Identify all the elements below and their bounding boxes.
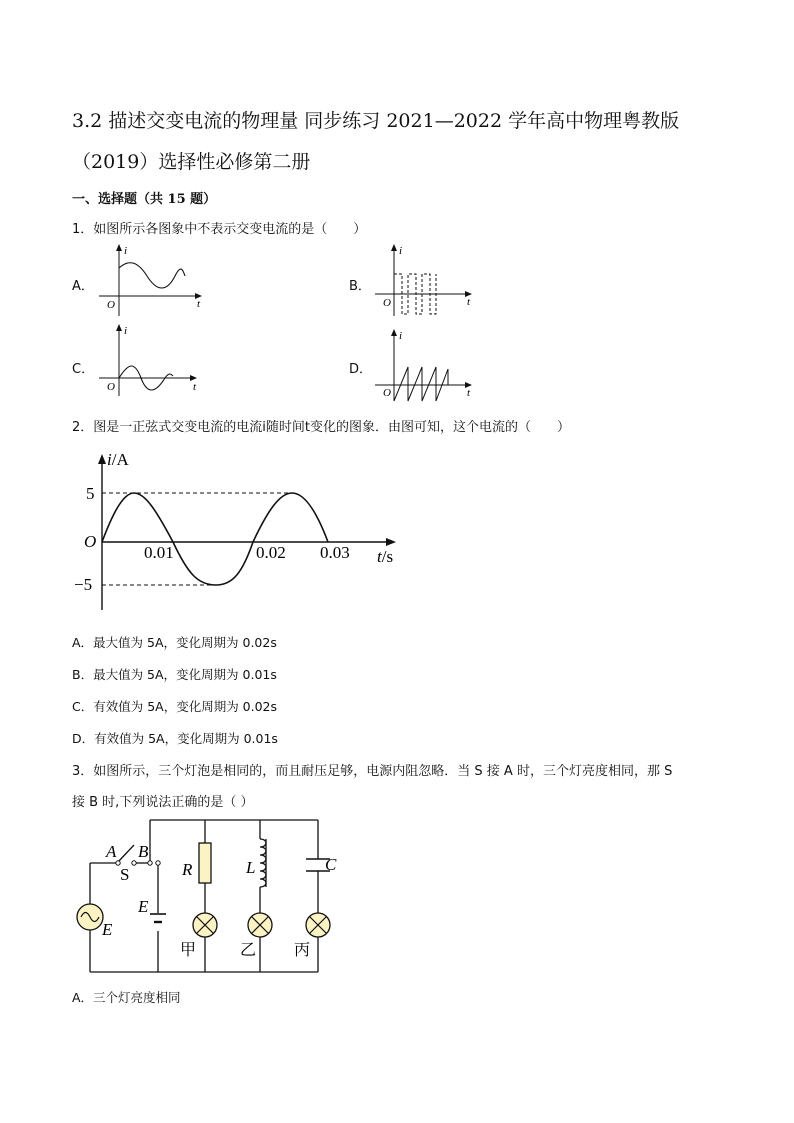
question-3-text-line1: 3．如图所示，三个灯泡是相同的，而且耐压足够，电源内阻忽略．当 S 接 A 时，三个灯亮度相同，那 S <box>72 764 673 779</box>
origin-label: O <box>107 299 115 311</box>
q3-answer-a: A．三个灯亮度相同 <box>72 990 181 1005</box>
question-2-text: 2．图是一正弦式交变电流的电流i随时间t变化的图象．由图可知，这个电流的（ ） <box>72 420 570 435</box>
axis-i-label: i <box>124 325 128 337</box>
axis-i-label: i <box>399 245 403 257</box>
q1-option-d-label: D． <box>349 362 373 377</box>
axis-i-label: i <box>399 330 403 342</box>
svg-text:t/s <box>377 547 393 566</box>
switch-s-label: S <box>120 865 130 884</box>
page-subtitle: （2019）选择性必修第二册 <box>72 151 311 173</box>
origin-label: O <box>383 297 391 309</box>
lamp-label-jia: 甲 <box>180 942 197 959</box>
axis-t-label: t <box>193 381 197 393</box>
dc-source-label: E <box>138 897 149 916</box>
y-axis-unit: /A <box>111 450 129 469</box>
q3-circuit-diagram <box>72 805 372 980</box>
resistor-label: R <box>182 860 193 879</box>
page-title: 3.2 描述交变电流的物理量 同步练习 2021—2022 学年高中物理粤教版 <box>72 110 680 132</box>
axis-i-label: i <box>124 245 128 257</box>
axis-t-label: t <box>467 296 471 308</box>
axis-t-label: t <box>467 387 471 399</box>
q1-graph-c <box>95 320 215 400</box>
lamp-icon <box>193 913 217 937</box>
section-heading: 一、选择题（共 15 题） <box>72 192 217 207</box>
sine-curve <box>102 493 328 585</box>
y-min-label: −5 <box>74 575 93 594</box>
origin-label: O <box>107 381 115 393</box>
ac-source-label: E <box>102 920 113 939</box>
x-tick-label: 0.01 <box>144 543 174 562</box>
svg-text:i/A <box>107 450 129 469</box>
q1-option-c-label: C． <box>72 362 95 377</box>
lamp-icon <box>306 913 330 937</box>
lamp-label-yi: 乙 <box>240 942 257 959</box>
lamp-label-bing: 丙 <box>294 942 311 959</box>
q2-sine-graph <box>70 450 410 620</box>
q1-option-a-label: A． <box>72 279 94 294</box>
x-axis-unit: /s <box>381 547 394 566</box>
q1-graph-b <box>370 240 480 320</box>
x-tick-label: 0.03 <box>320 543 350 562</box>
inductor-label: L <box>246 858 256 877</box>
origin-label: O <box>84 532 97 551</box>
q2-answer-a: A．最大值为 5A，变化周期为 0.02s <box>72 635 277 650</box>
lamp-icon <box>248 913 272 937</box>
q2-answer-c: C．有效值为 5A，变化周期为 0.02s <box>72 699 278 714</box>
capacitor-label: C <box>325 855 337 874</box>
axis-t-label: t <box>197 298 201 310</box>
y-max-label: 5 <box>86 484 95 503</box>
switch-b-label: B <box>138 842 149 861</box>
switch-a-label: A <box>106 842 117 861</box>
q2-answer-b: B．最大值为 5A，变化周期为 0.01s <box>72 667 277 682</box>
x-axis-variable: t <box>377 547 382 566</box>
question-1-text: 1．如图所示各图象中不表示交变电流的是（ ） <box>72 222 367 237</box>
ac-source-icon <box>77 904 103 930</box>
y-axis-variable: i <box>107 450 112 469</box>
question-3-text-line2: 接 B 时,下列说法正确的是（ ） <box>72 795 254 810</box>
resistor-icon <box>199 843 211 883</box>
q1-graph-d <box>370 325 480 405</box>
x-tick-label: 0.02 <box>256 543 286 562</box>
q2-answer-d: D．有效值为 5A，变化周期为 0.01s <box>72 731 278 746</box>
q1-option-b-label: B． <box>349 279 371 294</box>
q1-graph-a <box>95 240 215 320</box>
origin-label: O <box>383 387 391 399</box>
